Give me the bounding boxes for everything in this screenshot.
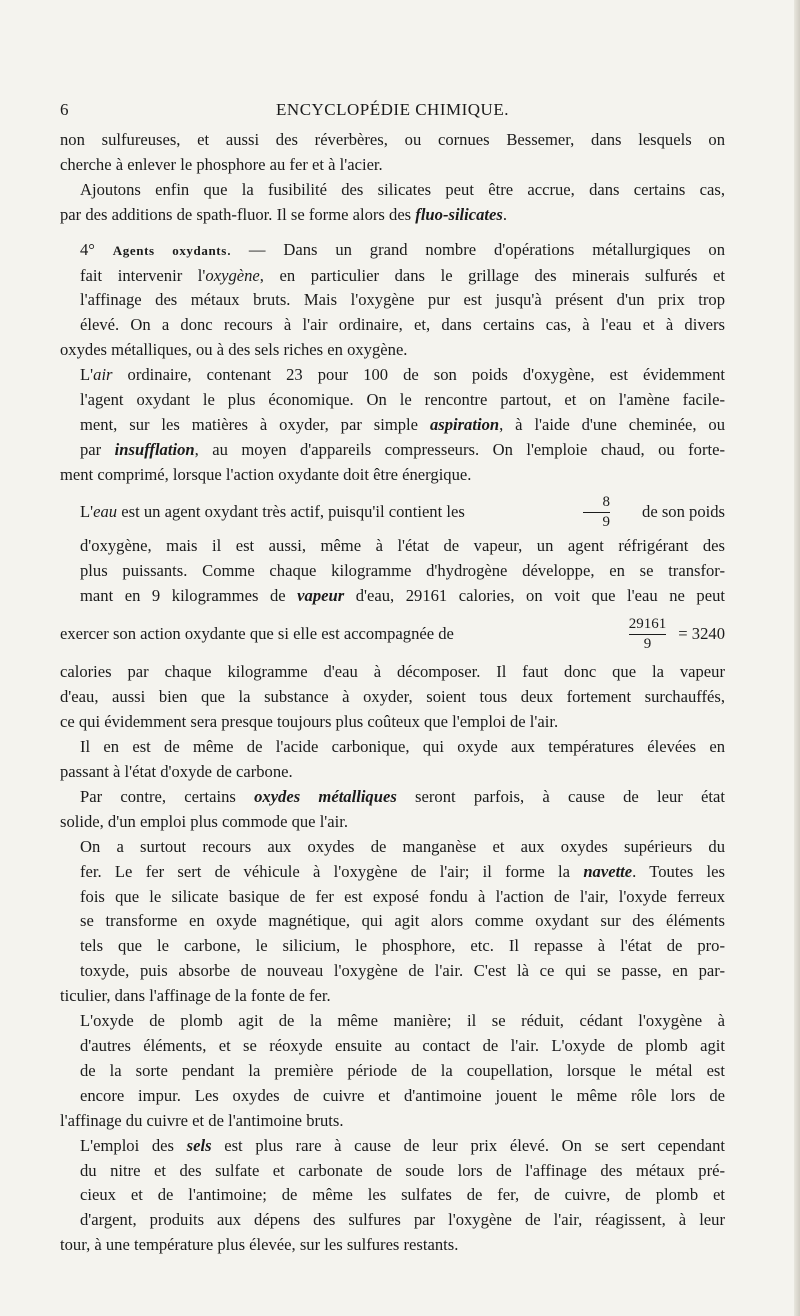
text-line: oxydes métalliques, ou à des sels riches en oxygène. [60, 340, 408, 360]
equation-result: = 3240 [678, 623, 725, 643]
text-line: cieux et de l'antimoine; de même les sulfates de fer, de cuivre, de plomb et [80, 1185, 725, 1205]
fraction-group [577, 494, 725, 531]
paragraph-oxyde-plomb [60, 1009, 725, 1134]
text-span: , à l'aide d'une cheminée, ou [499, 414, 725, 434]
text-line: toxyde, puis absorbe de nouveau l'oxygène de l'air. C'est là ce qui se passe, en par- [80, 961, 725, 981]
text-line [60, 438, 725, 463]
section-number: 4° [80, 239, 113, 259]
term-eau: eau [93, 502, 118, 522]
text-line: cherche à enlever le phosphore au fer et à l'acier. [60, 154, 383, 174]
text-line [60, 264, 725, 289]
fraction-eight-ninths [583, 494, 611, 531]
text-line: plus puissants. Comme chaque kilogramme d'hydrogène développe, en se transfor- [80, 560, 725, 580]
text-span: L' [80, 365, 94, 385]
text-line: du nitre et des sulfate et carbonate de soude lors de l'affinage des métaux pré- [80, 1160, 725, 1180]
paragraph-acide-carbonique [60, 735, 725, 785]
text-line: d'eau, aussi bien que la substance à oxyder, soient tous deux fortement surchauffés, [60, 687, 725, 707]
text-line: l'affinage du cuivre et de l'antimoine bruts. [60, 1110, 344, 1130]
fraction-numerator: 8 [602, 494, 611, 511]
text-line: . — Dans un grand nombre d'opérations métallurgiques on [226, 239, 725, 259]
text-line: passant à l'état d'oxyde de carbone. [60, 762, 293, 782]
text-line: calories par chaque kilogramme d'eau à décomposer. Il faut donc que la vapeur [60, 662, 725, 682]
paragraph-eau [60, 492, 725, 735]
text-line: par des additions de spath-fluor. Il se forme alors des [60, 204, 416, 224]
text-span: de son poids [642, 502, 725, 522]
text-line: solide, d'un emploi plus commode que l'air. [60, 811, 349, 831]
fraction-bar [629, 634, 667, 635]
fraction-numerator: 29161 [628, 615, 667, 632]
running-header [60, 100, 725, 128]
page-edge-shadow [794, 0, 800, 1316]
paragraph-air [60, 363, 725, 488]
section-title: Agents oxydants [112, 242, 227, 258]
text-line: Ajoutons enfin que la fusibilité des silicates peut être accrue, dans certains cas, [80, 179, 725, 199]
paragraph-oxydes-metalliques [60, 785, 725, 835]
text-span: Par contre, certains [80, 786, 255, 806]
term-oxydes-metalliques: oxydes métalliques [254, 786, 397, 806]
text-span: d'eau, 29161 calories, on voit que l'eau ne peut [344, 585, 725, 605]
text-line: Il en est de même de l'acide carbonique, qui oxyde aux températures élevées en [80, 737, 725, 757]
text-span: fait intervenir l' [80, 265, 206, 285]
text-line: fois que le silicate basique de fer est exposé fondu à l'action de l'air, l'oxyde ferreux [80, 886, 725, 906]
text-span: fer. Le fer sert de véhicule à l'oxygène de l'air; il forme la [80, 861, 584, 881]
text-line: ce qui évidemment sera presque toujours plus coûteux que l'emploi de l'air. [60, 712, 559, 732]
paragraph-manganese-fer [60, 835, 725, 1009]
text-line: l'affinage des métaux bruts. Mais l'oxygène pur est jusqu'à présent d'un prix trop [80, 290, 725, 310]
text-line [60, 584, 725, 609]
text-span [60, 500, 465, 525]
term-sels: sels [186, 1135, 212, 1155]
text-line: d'oxygène, mais il est aussi, même à l'état de vapeur, un agent réfrigérant des [80, 535, 725, 555]
text-line-with-fraction [60, 492, 725, 534]
equation-group [623, 616, 725, 653]
paragraph-sels [60, 1134, 725, 1259]
text-line: l'agent oxydant le plus économique. On le rencontre partout, et on l'amène facile- [80, 390, 725, 410]
section-agents-oxydants [60, 238, 725, 364]
running-title: ENCYCLOPÉDIE CHIMIQUE. [276, 100, 509, 119]
text-span: . Toutes les [632, 861, 725, 881]
term-air: air [93, 365, 113, 385]
text-line [60, 860, 725, 885]
term-aspiration: aspiration [429, 414, 500, 434]
term-fluo-silicates: fluo-silicates [415, 204, 503, 224]
term-insufflation: insufflation [114, 439, 195, 459]
text-line: se transforme en oxyde magnétique, qui agit alors comme oxydant sur des éléments [80, 911, 725, 931]
text-line [60, 1134, 725, 1159]
paragraph-1 [60, 128, 725, 178]
term-oxygene: oxygène [205, 265, 260, 285]
term-vapeur: vapeur [297, 585, 345, 605]
book-page [60, 100, 725, 1258]
text-line: d'autres éléments, et se réoxyde ensuite au contact de l'air. L'oxyde de plomb agit [80, 1036, 725, 1055]
fraction-bar [583, 512, 611, 513]
text-span: seront parfois, à cause de leur état [396, 786, 725, 806]
text-line: encore impur. Les oxydes de cuivre et d'antimoine jouent le même rôle lors de [80, 1085, 725, 1105]
text-span: mant en 9 kilogrammes de [80, 585, 298, 605]
text-line-with-equation [60, 608, 725, 660]
text-span: L'emploi des [80, 1135, 187, 1155]
page-number: 6 [60, 100, 69, 119]
text-line: . [502, 204, 508, 224]
text-line: ment comprimé, lorsque l'action oxydante doit être énergique. [60, 464, 472, 484]
text-span: L' [80, 502, 94, 522]
text-line [60, 413, 725, 438]
text-line: d'argent, produits aux dépens des sulfures par l'oxygène de l'air, réagissent, à leur [80, 1210, 725, 1230]
text-line: L'oxyde de plomb agit de la même manière; il se réduit, cédant l'oxygène à [80, 1011, 725, 1031]
text-line: non sulfureuses, et aussi des réverbères, ou cornues Bessemer, dans lesquels on [60, 130, 725, 149]
fraction-denominator: 9 [602, 514, 611, 531]
text-line: élevé. On a donc recours à l'air ordinaire, et, dans certains cas, à l'eau et à divers [80, 315, 725, 335]
text-line: de la sorte pendant la première période de la coupellation, lorsque le métal est [80, 1060, 725, 1080]
text-span: , au moyen d'appareils compresseurs. On l'emploie chaud, ou forte- [194, 439, 726, 459]
text-span: par [80, 439, 115, 459]
text-span: ment, sur les matières à oxyder, par simple [80, 414, 430, 434]
text-line [60, 363, 725, 388]
text-line: tour, à une température plus élevée, sur les sulfures restants. [60, 1235, 459, 1255]
text-span: est un agent oxydant très actif, puisqu'il contient les [117, 502, 465, 522]
fraction-29161-over-9 [629, 616, 667, 653]
paragraph-2 [60, 178, 725, 228]
fraction-denominator: 9 [643, 635, 652, 652]
text-line [60, 785, 725, 810]
page-body [60, 128, 725, 1258]
text-line: tels que le carbone, le silicium, le phosphore, etc. Il repasse à l'état de pro- [80, 936, 725, 956]
text-line: ticulier, dans l'affinage de la fonte de fer. [60, 986, 331, 1006]
text-line: On a surtout recours aux oxydes de manganèse et aux oxydes supérieurs du [80, 836, 725, 856]
text-span: ordinaire, contenant 23 pour 100 de son poids d'oxygène, est évidemment [112, 365, 725, 385]
term-navette: navette [583, 861, 633, 881]
text-line [60, 238, 725, 264]
text-span: est plus rare à cause de leur prix élevé. On se sert cependant [211, 1135, 725, 1155]
text-span: , en particulier dans le grillage des minerais sulfurés et [259, 265, 726, 285]
text-span: exercer son action oxydante que si elle est accompagnée de [60, 623, 454, 643]
